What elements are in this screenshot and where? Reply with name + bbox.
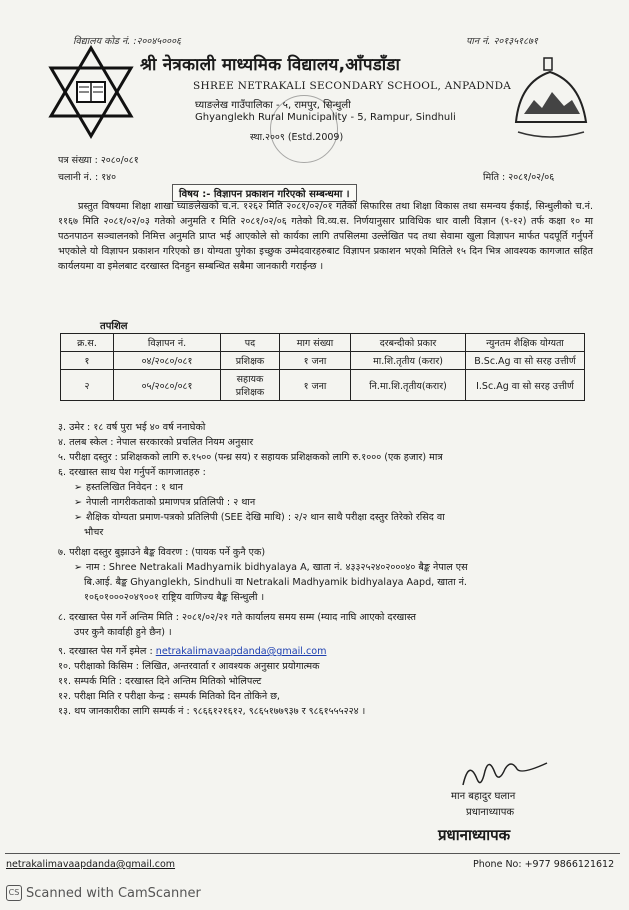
- list-subitem-cont: भौचर: [84, 527, 104, 538]
- signatory-name: मान बहादुर घलान: [451, 791, 516, 802]
- list-item: ८. दरखास्त पेस गर्ने अन्तिम मिति : २०८१/०२/२१ गते कार्यालय समय सम्म (म्याद नाघि आएको दरखास्त: [58, 612, 416, 623]
- table-cell: १: [61, 352, 114, 370]
- list-item: ३. उमेर : १८ वर्ष पुरा भई ४० वर्ष ननाघेको: [58, 422, 206, 433]
- table-cell: मा.शि.तृतीय (करार): [351, 352, 466, 370]
- table-cell: नि.मा.शि.तृतीय(करार): [351, 370, 466, 401]
- subject-line: विषय :- विज्ञापन प्रकाशन गरिएको सम्बन्धमा ।: [172, 184, 357, 202]
- list-item: ५. परीक्षा दस्तुर : प्रशिक्षकको लागि रु.१५०० (पन्ध्र सय) र सहायक प्रशिक्षकको लागि रु.१००० (एक हजार) मात्र: [58, 452, 443, 463]
- footer-email: netrakalimavaapdanda@gmail.com: [6, 859, 176, 870]
- list-subitem: [58, 480, 598, 495]
- school-name-english: SHREE NETRAKALI SECONDARY SCHOOL, ANPADNDA: [193, 80, 512, 92]
- list-item: ७. परीक्षा दस्तुर बुझाउने बैङ्क विवरण : (पायक पर्ने कुनै एक): [58, 547, 266, 558]
- signatory-title: प्रधानाध्यापक: [466, 807, 515, 818]
- list-subitem-text: हस्तलिखित निवेदन : १ थान: [86, 482, 184, 493]
- pan-number: पान नं. २०१३५१८७१: [466, 36, 538, 47]
- arrow-icon: ➢: [74, 562, 83, 573]
- list-subitem: [58, 495, 598, 510]
- scanner-text: Scanned with CamScanner: [26, 885, 201, 901]
- letter-number: पत्र संख्या : २०८०/०८१: [58, 155, 139, 166]
- body-paragraph: [58, 199, 593, 274]
- col-header: माग संख्या: [280, 334, 351, 352]
- list-subitem: [58, 510, 598, 525]
- school-name-nepali: श्री नेत्रकाली माध्यमिक विद्यालय,आँपडाँडा: [140, 55, 401, 75]
- list-item: [58, 644, 598, 659]
- arrow-icon: ➢: [74, 482, 83, 493]
- address-nepali: घ्याङलेख गाउँपालिका - ५, रामपुर, सिन्धुली: [195, 100, 351, 111]
- dispatch-number: चलानी नं. : १४०: [58, 172, 117, 183]
- camscanner-icon: CS: [6, 885, 22, 901]
- email-link[interactable]: netrakalimavaapdanda@gmail.com: [155, 646, 327, 657]
- school-logo-icon: [43, 44, 139, 140]
- table-cell: सहायक प्रशिक्षक: [221, 370, 280, 401]
- list-subitem-text: नाम : Shree Netrakali Madhyamik bidhyalaya A, खाता नं. ४३३२५२४०२०००४० बैङ्क नेपाल एस: [86, 562, 468, 573]
- list-subitem-text: शैक्षिक योग्यता प्रमाण-पत्रको प्रतिलिपी (SEE देखि माथि) : २/२ थान साथै परीक्षा दस्तुर तिरेको रसिद वा: [86, 512, 445, 523]
- table-row: [61, 352, 585, 370]
- table-row: [61, 370, 585, 401]
- list-item: १३. थप जानकारीका लागि सम्पर्क नं : ९८६६१२१६१२, ९८६५१७७९३७ र ९८६१५५५२२४ ।: [58, 706, 366, 717]
- list-item: ११. सम्पर्क मिति : दरखास्त दिने अन्तिम मितिको भोलिपल्ट: [58, 676, 262, 687]
- established-year: स्था.२००९ (Estd.2009): [250, 132, 344, 143]
- col-header: पद: [221, 334, 280, 352]
- table-cell: B.Sc.Ag वा सो सरह उत्तीर्ण: [466, 352, 585, 370]
- col-header: न्युनतम शैक्षिक योग्यता: [466, 334, 585, 352]
- table-cell: २: [61, 370, 114, 401]
- list-item: ४. तलब स्केल : नेपाल सरकारको प्रचलित नियम अनुसार: [58, 437, 254, 448]
- list-item-text: ९. दरखास्त पेस गर्ने इमेल :: [58, 646, 156, 657]
- table-header-row: [61, 334, 585, 352]
- arrow-icon: ➢: [74, 512, 83, 523]
- footer-divider: [5, 853, 620, 854]
- list-subitem-text: नेपाली नागरीकताको प्रमाणपत्र प्रतिलिपी : २ थान: [86, 497, 256, 508]
- table-cell: १ जना: [280, 352, 351, 370]
- designation-stamp: प्रधानाध्यापक: [438, 826, 511, 844]
- footer-phone: Phone No: +977 9866121612: [473, 859, 615, 870]
- list-subitem-cont: बि.आई. बैङ्क Ghyanglekh, Sindhuli वा Netrakali Madhyamik bidhyalaya Aapd, खाता नं.: [84, 577, 467, 588]
- address-english: Ghyanglekh Rural Municipality - 5, Rampur, Sindhuli: [195, 112, 456, 123]
- table-cell: १ जना: [280, 370, 351, 401]
- col-header: विज्ञापन नं.: [114, 334, 221, 352]
- list-item-cont: उपर कुनै कार्वाही हुने छैन) ।: [74, 627, 172, 638]
- tapsil-label: तपशिल: [100, 321, 128, 332]
- school-code: विद्यालय कोड नं. :२००४५०००६: [73, 36, 181, 47]
- col-header: दरबन्दीको प्रकार: [351, 334, 466, 352]
- col-header: क्र.स.: [61, 334, 114, 352]
- table-cell: प्रशिक्षक: [221, 352, 280, 370]
- table-cell: ०४/२०८०/०८१: [114, 352, 221, 370]
- list-subitem: [58, 560, 598, 575]
- list-item: १२. परीक्षा मिति र परीक्षा केन्द्र : सम्पर्क मितिको दिन तोकिने छ,: [58, 691, 280, 702]
- vacancy-table: [60, 333, 585, 401]
- details-list: [58, 420, 598, 719]
- list-item: ६. दरखास्त साथ पेश गर्नुपर्ने कागजातहरु :: [58, 467, 206, 478]
- municipality-logo-icon: [510, 52, 592, 142]
- letter-date: मिति : २०८१/०२/०६: [483, 172, 555, 183]
- table-cell: I.Sc.Ag वा सो सरह उत्तीर्ण: [466, 370, 585, 401]
- arrow-icon: ➢: [74, 497, 83, 508]
- body-text: प्रस्तुत विषयमा शिक्षा शाखा घ्याङलेखको च.नं. १२६२ मिति २०८१/०२/०१ गतेको सिफारिस तथा शिक्षा विकास तथा समन्वय ईकाई, सिन्धुलीको च.नं. ११६७ मिति २०८१/०२/०३ गतेको अनुमति र मिति २०८१/०२/०६ गतेको वि.व्य.स. निर्णयानुसार प्राविधिक धार वाली विज्ञान (९-१२) तर्फ कक्षा १० मा पठनपाठन सञ्चालनको निमित्त अनुमति प्राप्त भई आएकोले सो कार्यका लागि तपसिलमा उल्लेखित पद तथा सेवामा खुला विज्ञापन मार्फत पदपूर्ति गर्नुपर्ने भएकोले यो विज्ञापन प्रकाशन गरिएको छ। योग्यता पुगेका इच्छुक उम्मेदवारहरुबाट विज्ञापन प्रकाशन भएको मितिले १५ दिन भित्र आवश्यक कागजात सहित कार्यलयमा वा इमेलबाट दरखास्त दिनहुन सम्बन्धित सबैमा जानकारी गराईन्छ ।: [58, 201, 593, 272]
- scanner-watermark: [6, 885, 201, 901]
- list-subitem-cont: १०६०१०००२०४९००१ राष्ट्रिय वाणिज्य बैङ्क सिन्धुली ।: [84, 592, 265, 603]
- list-item: १०. परीक्षाको किसिम : लिखित, अन्तरवार्ता र आवश्यक अनुसार प्रयोगात्मक: [58, 661, 320, 672]
- table-cell: ०५/२०८०/०८१: [114, 370, 221, 401]
